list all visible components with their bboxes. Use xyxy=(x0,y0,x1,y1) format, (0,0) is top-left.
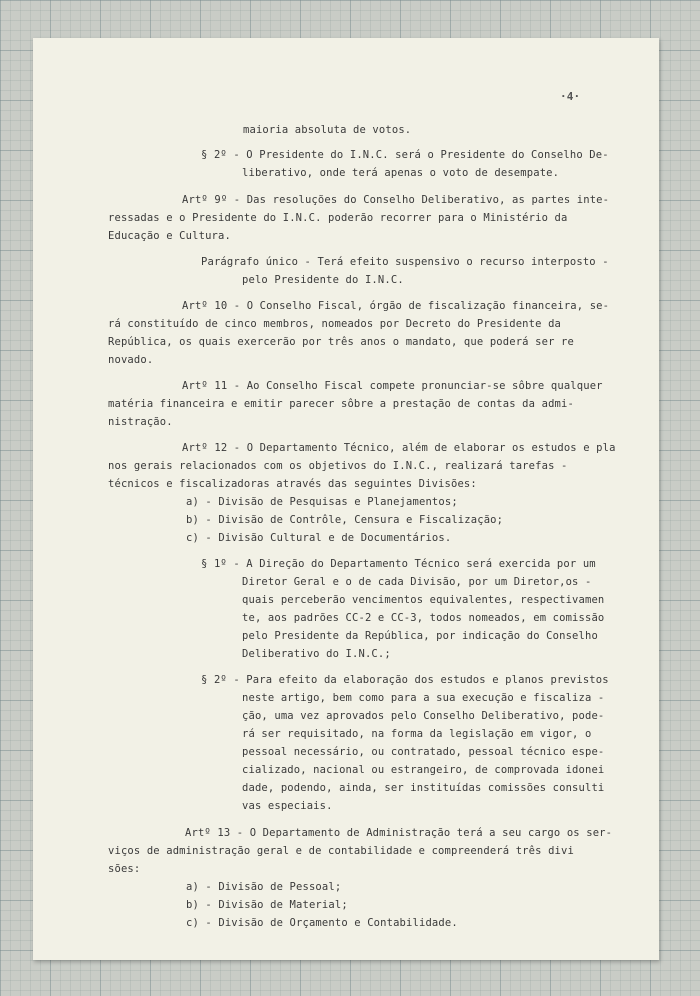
list-item: a) - Divisão de Pesquisas e Planejamentos; xyxy=(186,496,458,508)
text-line: neste artigo, bem como para a sua execução e fiscaliza - xyxy=(242,692,605,704)
text-line: Deliberativo do I.N.C.; xyxy=(242,648,391,660)
text-line: pelo Presidente do I.N.C. xyxy=(242,274,404,286)
text-line: viços de administração geral e de contabilidade e compreenderá três divi xyxy=(108,845,574,857)
text-line: ressadas e o Presidente do I.N.C. poderão recorrer para o Ministério da xyxy=(108,212,568,224)
text-line: República, os quais exercerão por três anos o mandato, que poderá ser re xyxy=(108,336,574,348)
text-line: Artº 12 - O Departamento Técnico, além de elaborar os estudos e pla xyxy=(182,442,616,454)
list-item: a) - Divisão de Pessoal; xyxy=(186,881,342,893)
text-line: rá constituído de cinco membros, nomeados por Decreto do Presidente da xyxy=(108,318,562,330)
list-item: b) - Divisão de Contrôle, Censura e Fiscalização; xyxy=(186,514,504,526)
text-line: Parágrafo único - Terá efeito suspensivo o recurso interposto - xyxy=(201,256,609,268)
text-line: liberativo, onde terá apenas o voto de desempate. xyxy=(242,167,560,179)
document-page xyxy=(33,38,659,960)
list-item: c) - Divisão de Orçamento e Contabilidade. xyxy=(186,917,458,929)
text-line: Artº 11 - Ao Conselho Fiscal compete pronunciar-se sôbre qualquer xyxy=(182,380,603,392)
text-line: quais perceberão vencimentos equivalentes, respectivamen xyxy=(242,594,605,606)
text-line: Artº 9º - Das resoluções do Conselho Deliberativo, as partes inte- xyxy=(182,194,610,206)
text-line: te, aos padrões CC-2 e CC-3, todos nomeados, em comissão xyxy=(242,612,605,624)
text-line: pelo Presidente da República, por indicação do Conselho xyxy=(242,630,598,642)
text-line: Artº 13 - O Departamento de Administração terá a seu cargo os ser- xyxy=(185,827,613,839)
text-line: § 1º - A Direção do Departamento Técnico será exercida por um xyxy=(201,558,596,570)
text-line: novado. xyxy=(108,354,154,366)
text-line: Educação e Cultura. xyxy=(108,230,231,242)
text-line: nistração. xyxy=(108,416,173,428)
text-line: matéria financeira e emitir parecer sôbre a prestação de contas da admi- xyxy=(108,398,574,410)
text-line: vas especiais. xyxy=(242,800,333,812)
text-line: § 2º - O Presidente do I.N.C. será o Presidente do Conselho De- xyxy=(201,149,609,161)
text-line: § 2º - Para efeito da elaboração dos estudos e planos previstos xyxy=(201,674,609,686)
text-line: rá ser requisitado, na forma da legislação em vigor, o xyxy=(242,728,592,740)
text-line: sões: xyxy=(108,863,141,875)
text-line: ção, uma vez aprovados pelo Conselho Deliberativo, pode- xyxy=(242,710,605,722)
list-item: c) - Divisão Cultural e de Documentários. xyxy=(186,532,452,544)
text-line: nos gerais relacionados com os objetivos do I.N.C., realizará tarefas - xyxy=(108,460,568,472)
text-line: Artº 10 - O Conselho Fiscal, órgão de fiscalização financeira, se- xyxy=(182,300,610,312)
text-line: pessoal necessário, ou contratado, pessoal técnico espe- xyxy=(242,746,605,758)
text-line: maioria absoluta de votos. xyxy=(243,124,412,136)
text-line: Diretor Geral e o de cada Divisão, por um Diretor,os - xyxy=(242,576,592,588)
text-line: técnicos e fiscalizadoras através das seguintes Divisões: xyxy=(108,478,477,490)
list-item: b) - Divisão de Material; xyxy=(186,899,348,911)
text-line: dade, podendo, ainda, ser instituídas comissões consulti xyxy=(242,782,605,794)
text-line: cializado, nacional ou estrangeiro, de comprovada idonei xyxy=(242,764,605,776)
page-number: ·4· xyxy=(560,90,581,103)
